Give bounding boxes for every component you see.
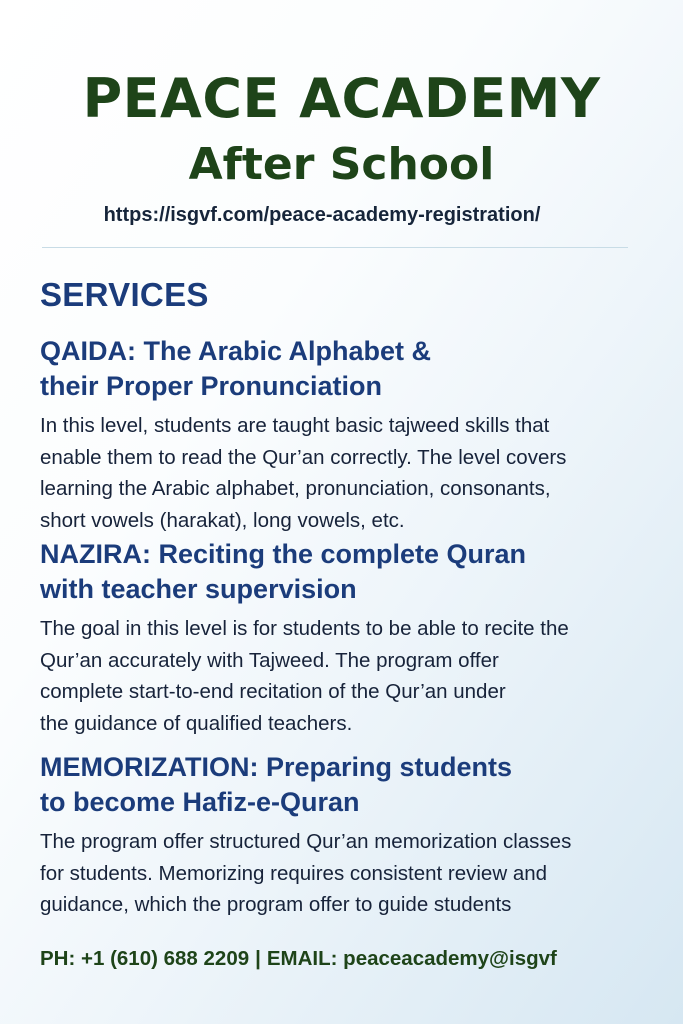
description-line: guidance, which the program offer to guide students	[40, 893, 512, 916]
contact-footer	[40, 945, 557, 973]
service-qaida	[40, 334, 660, 536]
service-title-line: with teacher supervision	[40, 574, 357, 604]
description-line: learning the Arabic alphabet, pronunciation, consonants,	[40, 477, 551, 500]
service-nazira	[40, 537, 660, 739]
description-line: short vowels (harakat), long vowels, etc.	[40, 508, 405, 532]
description-line: for students. Memorizing requires consistent review and	[40, 861, 548, 885]
service-title	[40, 334, 660, 404]
service-description	[40, 410, 660, 536]
description-line: The program offer structured Qur’an memorization classes	[40, 830, 572, 853]
phone-number[interactable]: PH: +1 (610) 688 2209	[40, 947, 250, 970]
service-title-line: NAZIRA: Reciting the complete Quran	[40, 539, 527, 569]
description-line: In this level, students are taught basic tajweed skills that	[40, 414, 550, 437]
service-memorization	[40, 750, 660, 921]
description-line: the guidance of qualified teachers.	[40, 711, 353, 735]
services-heading: SERVICES	[40, 276, 209, 313]
description-line: Qur’an accurately with Tajweed. The program offer	[40, 648, 499, 672]
service-description	[40, 826, 660, 921]
email-address[interactable]: EMAIL: peaceacademy@isgvf	[266, 947, 557, 970]
description-line: The goal in this level is for students to be able to recite the	[40, 617, 569, 640]
contact-separator: |	[255, 947, 261, 970]
header-divider	[42, 247, 628, 248]
service-title-line: QAIDA: The Arabic Alphabet &	[40, 336, 432, 366]
service-title-line: their Proper Pronunciation	[40, 371, 383, 401]
page-subtitle: After School	[188, 139, 495, 190]
service-title-line: to become Hafiz-e-Quran	[40, 787, 360, 817]
service-title-line: MEMORIZATION: Preparing students	[40, 752, 513, 782]
service-description	[40, 613, 660, 739]
description-line: complete start-to-end recitation of the Qur’an under	[40, 680, 506, 703]
service-title	[40, 750, 660, 820]
service-title	[40, 537, 660, 607]
page-title: PEACE ACADEMY	[82, 67, 601, 130]
description-line: enable them to read the Qur’an correctly. The level covers	[40, 445, 567, 469]
registration-link[interactable]: https://isgvf.com/peace-academy-registration/	[103, 204, 541, 226]
